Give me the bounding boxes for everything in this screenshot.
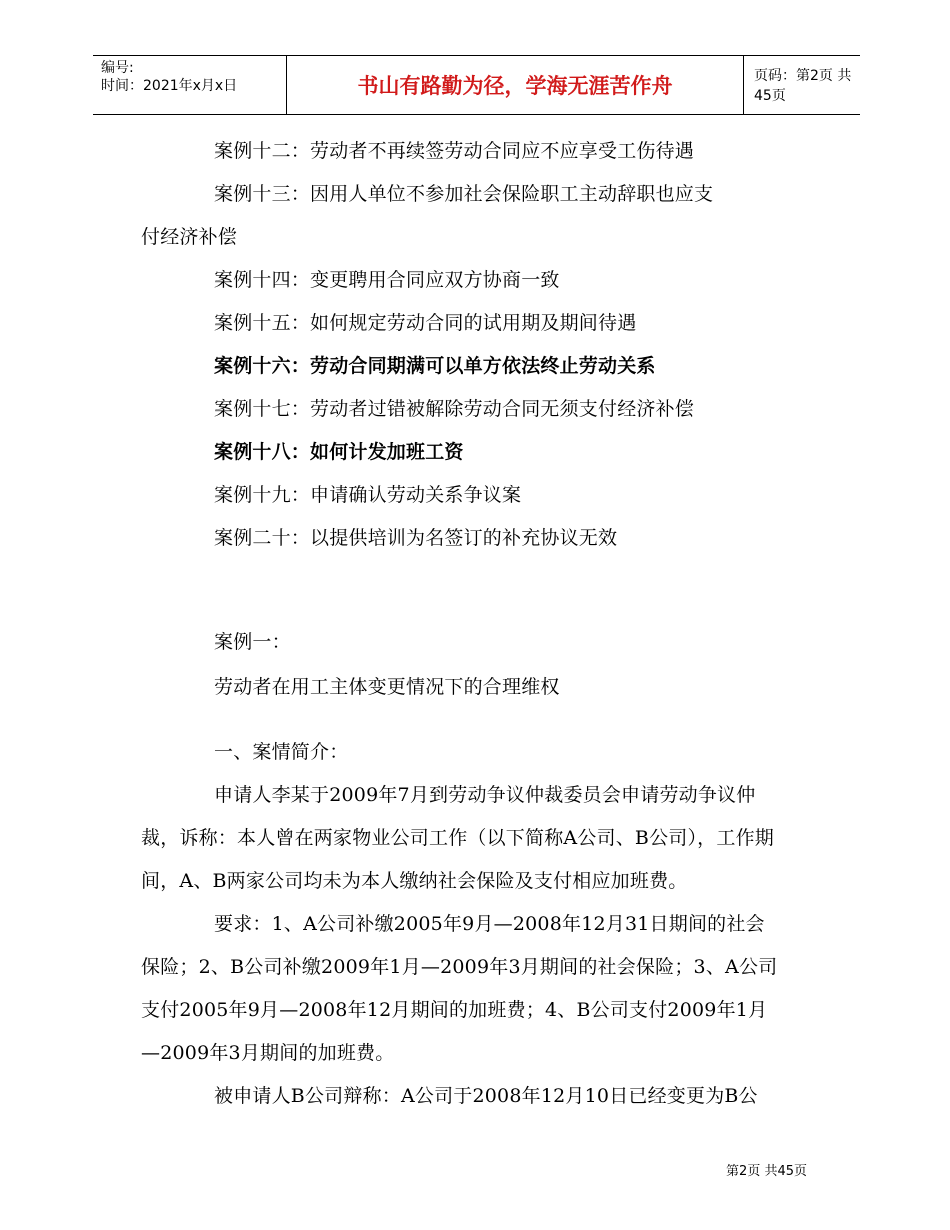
paragraph-line: 间，A、B两家公司均未为本人缴纳社会保险及支付相应加班费。 <box>141 870 688 892</box>
page-footer: 第2页 共45页 <box>726 1164 807 1179</box>
paragraph-line: 申请人李某于2009年7月到劳动争议仲裁委员会申请劳动争议仲 <box>214 784 756 806</box>
paragraph-line: 被申请人B公司辩称：A公司于2008年12月10日已经变更为B公 <box>214 1085 758 1107</box>
toc-item-18: 案例十八：如何计发加班工资 <box>214 441 464 463</box>
toc-item-20: 案例二十：以提供培训为名签订的补充协议无效 <box>214 527 618 549</box>
case-title: 劳动者在用工主体变更情况下的合理维权 <box>214 676 560 698</box>
toc-item-17: 案例十七：劳动者过错被解除劳动合同无须支付经济补偿 <box>214 398 695 420</box>
toc-item-13: 案例十三：因用人单位不参加社会保险职工主动辞职也应支 <box>214 183 714 205</box>
paragraph-line: 支付2005年9月—2008年12月期间的加班费；4、B公司支付2009年1月 <box>141 999 768 1021</box>
number-label: 编号: <box>101 60 134 76</box>
paragraph-line: 保险；2、B公司补缴2009年1月—2009年3月期间的社会保险；3、A公司 <box>141 956 778 978</box>
toc-item-15: 案例十五：如何规定劳动合同的试用期及期间待遇 <box>214 312 637 334</box>
case-label: 案例一： <box>214 631 291 653</box>
toc-item-14: 案例十四：变更聘用合同应双方协商一致 <box>214 269 560 291</box>
header-meta <box>93 56 285 114</box>
page-header <box>93 55 860 115</box>
toc-item-12: 案例十二：劳动者不再续签劳动合同应不应享受工伤待遇 <box>214 140 695 162</box>
toc-item-13-cont: 付经济补偿 <box>141 226 238 248</box>
header-motto: 书山有路勤为径，学海无涯苦作舟 <box>286 56 744 114</box>
paragraph-line: —2009年3月期间的加班费。 <box>141 1042 395 1064</box>
section-heading: 一、案情简介： <box>214 741 349 763</box>
paragraph-line: 裁，诉称：本人曾在两家物业公司工作（以下简称A公司、B公司），工作期 <box>141 827 774 849</box>
toc-item-16: 案例十六：劳动合同期满可以单方依法终止劳动关系 <box>214 355 656 377</box>
paragraph-line: 要求：1、A公司补缴2005年9月—2008年12月31日期间的社会 <box>214 913 765 935</box>
header-page-info: 页码：第2页 共45页 <box>754 68 852 104</box>
time-label: 时间：2021年x月x日 <box>101 78 238 94</box>
toc-item-19: 案例十九：申请确认劳动关系争议案 <box>214 484 522 506</box>
